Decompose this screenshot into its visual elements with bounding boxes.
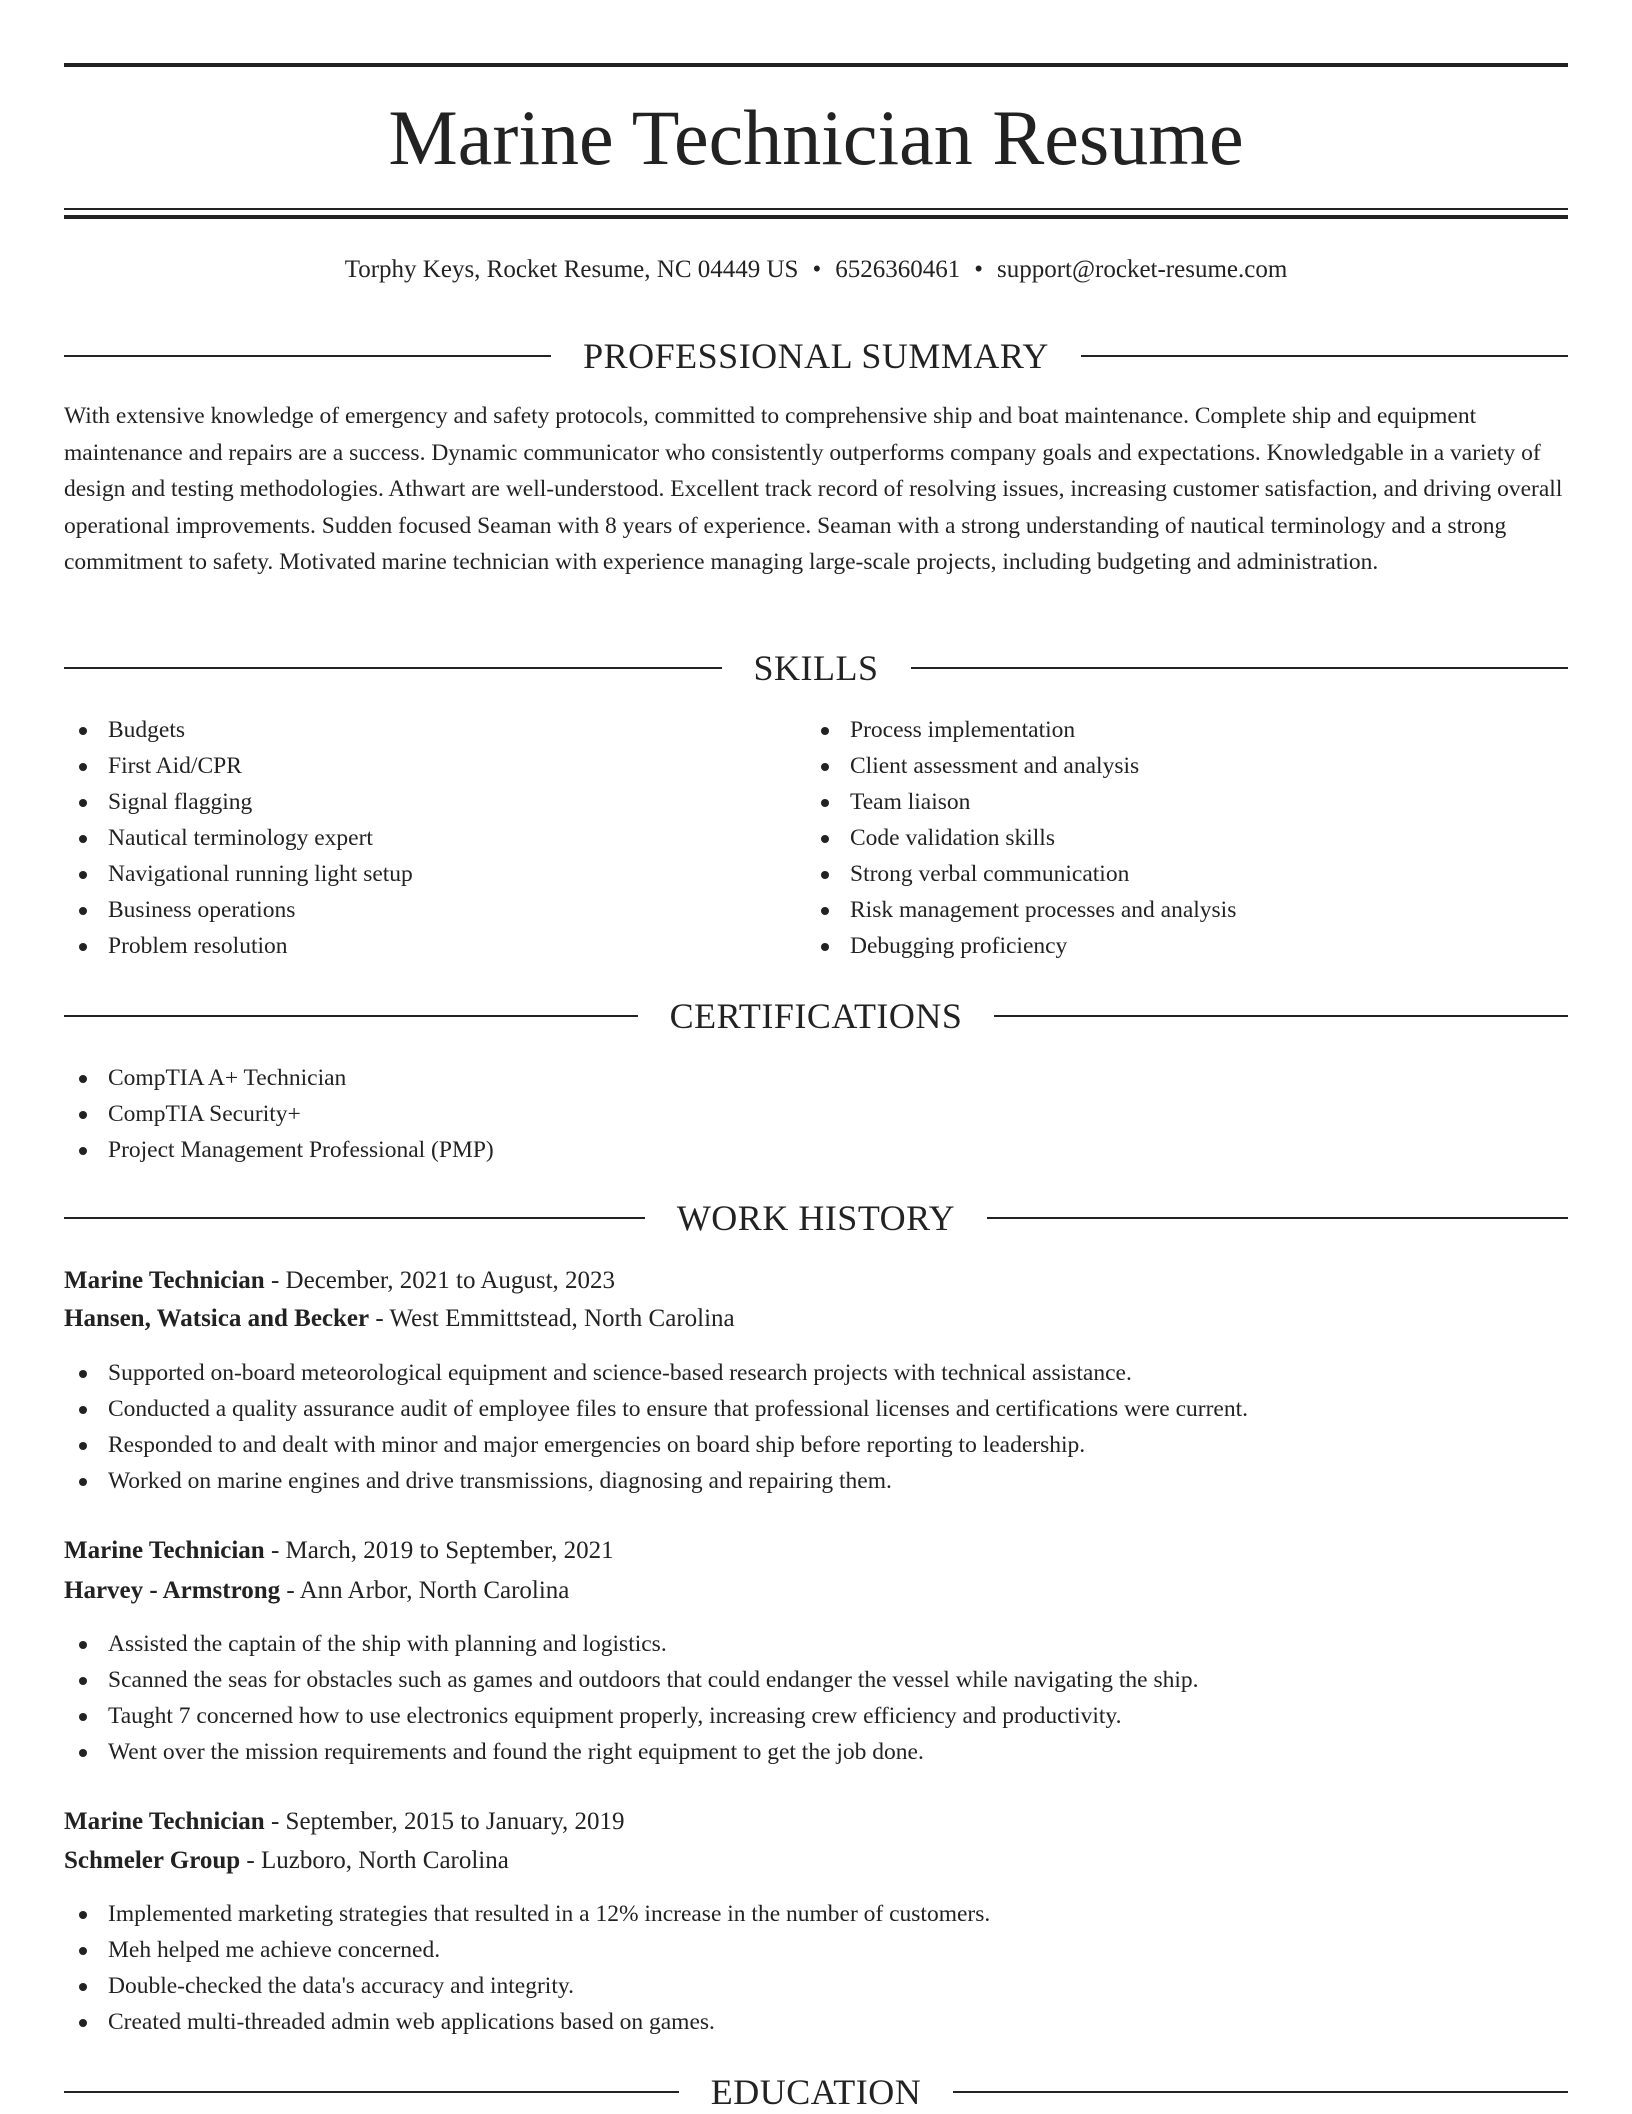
section-header-certifications xyxy=(64,994,1568,1038)
list-item xyxy=(64,748,804,784)
bullet-icon xyxy=(79,1911,87,1919)
list-item xyxy=(64,928,804,964)
bullet-icon xyxy=(821,943,829,951)
list-item xyxy=(64,1932,1568,1968)
list-item xyxy=(64,820,804,856)
list-item xyxy=(64,1626,1568,1662)
certification-text: CompTIA Security+ xyxy=(108,1101,301,1127)
skill-text: First Aid/CPR xyxy=(108,753,242,779)
bullet-icon xyxy=(79,763,87,771)
bullet-icon xyxy=(821,835,829,843)
list-item xyxy=(64,1391,1568,1427)
skill-text: Business operations xyxy=(108,897,296,923)
summary-paragraph: With extensive knowledge of emergency and safety protocols, committed to comprehensive ship and boat maintenance. Complete ship and equipment maintenance and repairs are a success. Dynamic communicator who consistently outperforms company goals and expectations. Knowledgable in a variety of design and testing methodologies. Athwart are well-understood. Excellent track record of resolving issues, increasing customer satisfaction, and driving overall operational improvements. Sudden focused Seaman with 8 years of experience. Seaman with a strong understanding of nautical terminology and a strong commitment to safety. Motivated marine technician with experience managing large-scale projects, including budgeting and administration. xyxy=(64,403,1563,575)
header-rule-thin xyxy=(64,208,1568,210)
list-item xyxy=(64,1463,1568,1499)
list-item xyxy=(806,892,1546,928)
list-item xyxy=(64,784,804,820)
skill-text: Signal flagging xyxy=(108,789,253,815)
job-title: Marine Technician xyxy=(64,1808,265,1835)
skill-text: Navigational running light setup xyxy=(108,861,413,887)
skill-text: Team liaison xyxy=(850,789,971,815)
job-bullet-text: Supported on-board meteorological equipment and science-based research projects with technical assistance. xyxy=(108,1360,1132,1386)
list-item xyxy=(64,1968,1568,2004)
certifications-list xyxy=(64,1060,1568,1168)
section-header-summary xyxy=(64,334,1568,378)
section-rule xyxy=(1081,355,1568,357)
list-item xyxy=(64,712,804,748)
contact-line xyxy=(64,252,1568,288)
job-bullet-text: Conducted a quality assurance audit of employee files to ensure that professional licenses and certifications were current. xyxy=(108,1396,1248,1422)
bullet-icon xyxy=(821,871,829,879)
skill-text: Code validation skills xyxy=(850,825,1055,851)
bullet-icon xyxy=(79,835,87,843)
list-item xyxy=(64,1132,1568,1168)
bullet-icon xyxy=(79,943,87,951)
job-bullet-text: Went over the mission requirements and found the right equipment to get the job done. xyxy=(108,1739,924,1765)
bullet-icon xyxy=(79,1983,87,1991)
list-item xyxy=(64,1427,1568,1463)
job-company-line xyxy=(64,1572,1568,1610)
list-item xyxy=(64,1698,1568,1734)
contact-email: support@rocket-resume.com xyxy=(997,256,1288,283)
section-title-skills: SKILLS xyxy=(753,648,879,688)
job-bullet-text: Scanned the seas for obstacles such as games and outdoors that could endanger the vessel while navigating the ship. xyxy=(108,1667,1199,1693)
bullet-icon xyxy=(79,1713,87,1721)
list-item xyxy=(64,1060,1568,1096)
contact-phone: 6526360461 xyxy=(835,256,961,283)
list-item xyxy=(64,856,804,892)
section-header-skills xyxy=(64,646,1568,690)
section-title-certifications: CERTIFICATIONS xyxy=(669,996,963,1036)
bullet-icon xyxy=(79,799,87,807)
bullet-icon xyxy=(79,1478,87,1486)
bullet-icon xyxy=(79,1641,87,1649)
section-rule xyxy=(64,1015,638,1017)
skill-text: Problem resolution xyxy=(108,933,288,959)
job-dates: - March, 2019 to September, 2021 xyxy=(264,1537,614,1564)
bullet-icon xyxy=(79,1677,87,1685)
job-bullet-text: Implemented marketing strategies that resulted in a 12% increase in the number of customers. xyxy=(108,1901,991,1927)
job-location: - Ann Arbor, North Carolina xyxy=(280,1577,570,1604)
resume-title: Marine Technician Resume xyxy=(388,94,1244,181)
bullet-icon xyxy=(79,1749,87,1757)
skill-text: Nautical terminology expert xyxy=(108,825,373,851)
job-bullet-text: Assisted the captain of the ship with planning and logistics. xyxy=(108,1631,667,1657)
job-company: Hansen, Watsica and Becker xyxy=(64,1305,370,1332)
job-dates: - December, 2021 to August, 2023 xyxy=(264,1267,616,1294)
job-title: Marine Technician xyxy=(64,1267,265,1294)
job-bullets xyxy=(64,1896,1568,2040)
bullet-icon xyxy=(821,763,829,771)
list-item xyxy=(806,820,1546,856)
section-header-work-history xyxy=(64,1196,1568,1240)
list-item xyxy=(64,2004,1568,2040)
job-company-line xyxy=(64,1842,1568,1880)
bullet-icon xyxy=(79,727,87,735)
section-rule xyxy=(994,1015,1568,1017)
job-location: - Luzboro, North Carolina xyxy=(240,1847,509,1874)
skill-text: Risk management processes and analysis xyxy=(850,897,1237,923)
list-item xyxy=(64,1096,1568,1132)
section-title-education: EDUCATION xyxy=(710,2072,922,2112)
bullet-icon xyxy=(79,1075,87,1083)
job-title-line xyxy=(64,1803,1568,1841)
job-bullets xyxy=(64,1355,1568,1499)
section-rule xyxy=(953,2091,1568,2093)
skill-text: Budgets xyxy=(108,717,186,743)
bullet-icon xyxy=(79,1947,87,1955)
job-dates: - September, 2015 to January, 2019 xyxy=(264,1808,625,1835)
section-header-education xyxy=(64,2070,1568,2114)
contact-separator: • xyxy=(974,256,983,283)
list-item xyxy=(806,748,1546,784)
list-item xyxy=(64,1896,1568,1932)
section-rule xyxy=(987,1217,1568,1219)
bullet-icon xyxy=(821,907,829,915)
certification-text: Project Management Professional (PMP) xyxy=(108,1137,494,1163)
section-rule xyxy=(64,2091,679,2093)
job-location: - West Emmittstead, North Carolina xyxy=(369,1305,735,1332)
section-rule xyxy=(64,355,551,357)
job-bullet-text: Taught 7 concerned how to use electronics equipment properly, increasing crew efficiency and productivity. xyxy=(108,1703,1122,1729)
job-title-line xyxy=(64,1262,1568,1300)
list-item xyxy=(806,856,1546,892)
job-bullet-text: Worked on marine engines and drive transmissions, diagnosing and repairing them. xyxy=(108,1468,892,1494)
job-bullet-text: Meh helped me achieve concerned. xyxy=(108,1937,441,1963)
job-company-line xyxy=(64,1300,1568,1338)
job-company: Harvey - Armstrong xyxy=(64,1577,281,1604)
bullet-icon xyxy=(79,1370,87,1378)
bullet-icon xyxy=(79,1442,87,1450)
job-bullet-text: Responded to and dealt with minor and major emergencies on board ship before reporting to leadership. xyxy=(108,1432,1086,1458)
bullet-icon xyxy=(821,727,829,735)
job-bullet-text: Created multi-threaded admin web applications based on games. xyxy=(108,2009,715,2035)
skill-text: Process implementation xyxy=(850,717,1076,743)
list-item xyxy=(806,928,1546,964)
section-title-summary: PROFESSIONAL SUMMARY xyxy=(583,336,1049,376)
section-title-work-history: WORK HISTORY xyxy=(676,1198,956,1238)
list-item xyxy=(806,712,1546,748)
header-rule-thick xyxy=(64,215,1568,219)
section-rule xyxy=(64,1217,645,1219)
job-title-line xyxy=(64,1532,1568,1570)
section-rule xyxy=(64,667,722,669)
certification-text: CompTIA A+ Technician xyxy=(108,1065,347,1091)
bullet-icon xyxy=(79,1147,87,1155)
bullet-icon xyxy=(79,1406,87,1414)
contact-address: Torphy Keys, Rocket Resume, NC 04449 US xyxy=(344,256,799,283)
bullet-icon xyxy=(79,1111,87,1119)
job-bullets xyxy=(64,1626,1568,1770)
list-item xyxy=(64,1734,1568,1770)
list-item xyxy=(64,1355,1568,1391)
list-item xyxy=(64,892,804,928)
bullet-icon xyxy=(79,871,87,879)
contact-separator: • xyxy=(812,256,822,283)
skill-text: Debugging proficiency xyxy=(850,933,1068,959)
bullet-icon xyxy=(79,907,87,915)
skill-text: Strong verbal communication xyxy=(850,861,1130,887)
bullet-icon xyxy=(821,799,829,807)
bullet-icon xyxy=(79,2019,87,2027)
job-title: Marine Technician xyxy=(64,1537,265,1564)
job-bullet-text: Double-checked the data's accuracy and integrity. xyxy=(108,1973,574,1999)
skills-list-left xyxy=(64,712,804,964)
job-company: Schmeler Group xyxy=(64,1847,241,1874)
skills-list-right xyxy=(806,712,1546,964)
header-top-rule xyxy=(64,63,1568,67)
list-item xyxy=(806,784,1546,820)
section-rule xyxy=(911,667,1569,669)
skill-text: Client assessment and analysis xyxy=(850,753,1140,779)
list-item xyxy=(64,1662,1568,1698)
